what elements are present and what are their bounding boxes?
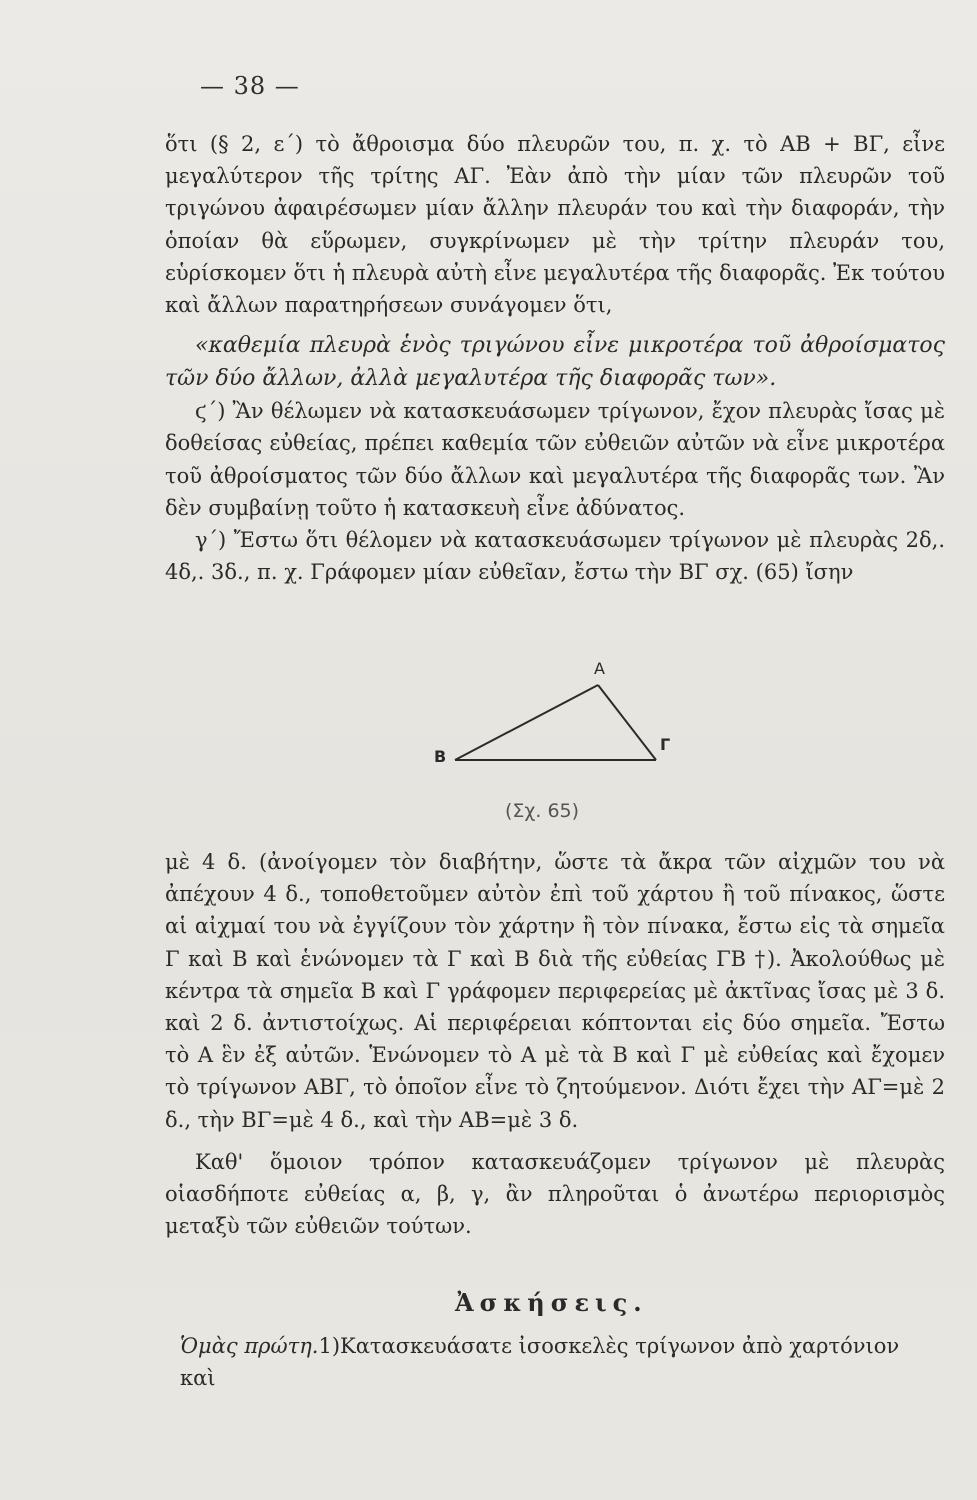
triangle-figure bbox=[420, 650, 720, 780]
figure-caption: (Σχ. 65) bbox=[505, 800, 580, 822]
label-g: Γ bbox=[660, 735, 671, 754]
paragraph: ὅτι (§ 2, ε΄) τὸ ἄθροισμα δύο πλευρῶν του, π. χ. τὸ ΑΒ + ΒΓ, εἶνε μεγαλύτερον τῆς τρίτης ΑΓ. Ἐὰν ἀπὸ τὴν μίαν τῶν πλευρῶν τοῦ τριγώνου ἀφαιρέσωμεν μίαν ἄλλην πλευράν του καὶ τὴν διαφοράν, τὴν ὁποίαν θὰ εὕρωμεν, συγκρίνωμεν μὲ τὴν τρίτην πλευράν του, εὑρίσκομεν ὅτι ἡ πλευρὰ αὐτὴ εἶνε μεγαλυτέρα τῆς διαφορᾶς. Ἐκ τούτου καὶ ἄλλων παρατηρήσεων συνάγομεν ὅτι, bbox=[165, 132, 945, 318]
page-number: — 38 — bbox=[200, 72, 300, 100]
side-ag bbox=[598, 685, 656, 760]
section-heading: Ἀσκήσεις. bbox=[455, 1288, 648, 1317]
paragraph: γ΄) Ἔστω ὅτι θέλομεν νὰ κατασκευάσωμεν τρίγωνον μὲ πλευρὰς 2δ,. 4δ,. 3δ., π. χ. Γράφομεν μίαν εὐθεῖαν, ἔστω τὴν ΒΓ σχ. (65) ἴσην bbox=[165, 528, 945, 585]
exercise-lead: Ὁμὰς πρώτη. bbox=[180, 1334, 319, 1358]
paragraph: ϛ΄) Ἂν θέλωμεν νὰ κατασκευάσωμεν τρίγωνον, ἔχον πλευρὰς ἴσας μὲ δοθείσας εὐθείας, πρέπει καθεμία τῶν εὐθειῶν αὐτῶν νὰ εἶνε μικροτέρα τοῦ ἀθροίσματος τῶν δύο ἄλλων καὶ μεγαλυτέρα τῆς διαφορᾶς των. Ἂν δὲν συμβαίνῃ τοῦτο ἡ κατασκευὴ εἶνε ἀδύνατος. bbox=[165, 399, 945, 520]
label-a: A bbox=[594, 659, 605, 678]
label-b: B bbox=[434, 747, 447, 766]
top-text-block bbox=[165, 128, 945, 588]
paragraph-quote: «καθεμία πλευρὰ ἑνὸς τριγώνου εἶνε μικροτέρα τοῦ ἀθροίσματος τῶν δύο ἄλλων, ἀλλὰ μεγαλυτέρα τῆς διαφορᾶς των». bbox=[165, 333, 945, 392]
paragraph: μὲ 4 δ. (ἀνοίγομεν τὸν διαβήτην, ὥστε τὰ ἄκρα τῶν αἰχμῶν του νὰ ἀπέχουν 4 δ., τοποθετοῦμεν αὐτὸν ἐπὶ τοῦ χάρτου ἢ τοῦ πίνακος, ὥστε αἱ αἰχμαί του νὰ ἐγγίζουν τὸν χάρτην ἢ τὸν πίνακα, ἔστω εἰς τὰ σημεῖα Γ καὶ Β καὶ ἑνώνομεν τὰ Γ καὶ Β διὰ τῆς εὐθείας ΓΒ †). Ἀκολούθως μὲ κέντρα τὰ σημεῖα Β καὶ Γ γράφομεν περιφερείας μὲ ἀκτῖνας ἴσας μὲ 3 δ. καὶ 2 δ. ἀντιστοίχως. Αἱ περιφέρειαι κόπτονται εἰς δύο σημεῖα. Ἔστω τὸ Α ἓν ἐξ αὐτῶν. Ἑνώνομεν τὸ Α μὲ τὰ Β καὶ Γ μὲ εὐθείας καὶ ἔχομεν τὸ τρίγωνον ΑΒΓ, τὸ ὁποῖον εἶνε τὸ ζητούμενον. Διότι ἔχει τὴν ΑΓ=μὲ 2 δ., τὴν ΒΓ=μὲ 4 δ., καὶ τὴν ΑΒ=μὲ 3 δ. bbox=[165, 850, 945, 1132]
bottom-text-block bbox=[165, 846, 945, 1242]
paragraph: Καθ' ὅμοιον τρόπον κατασκευάζομεν τρίγωνον μὲ πλευρὰς οἱασδήποτε εὐθείας α, β, γ, ἂν πληροῦται ὁ ἀνωτέρω περιορισμὸς μεταξὺ τῶν εὐθειῶν τούτων. bbox=[165, 1149, 945, 1239]
side-ab bbox=[455, 685, 598, 760]
exercise-line bbox=[180, 1330, 940, 1394]
exercise-text: 1)Κατασκευάσατε ἰσοσκελὲς τρίγωνον ἀπὸ χαρτόνιον καὶ bbox=[180, 1334, 900, 1390]
